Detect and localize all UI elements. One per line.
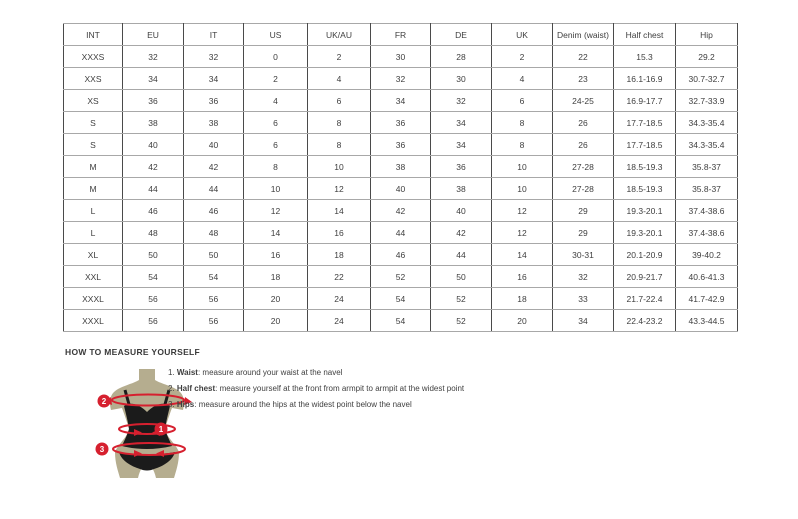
badge-hips-number: 3 — [99, 445, 105, 454]
table-cell: 40 — [431, 200, 492, 222]
table-cell: 4 — [492, 68, 553, 90]
table-cell: 20 — [244, 310, 308, 332]
table-cell: 38 — [431, 178, 492, 200]
table-cell: M — [64, 178, 123, 200]
table-cell: 16 — [492, 266, 553, 288]
table-cell: 27-28 — [553, 178, 614, 200]
table-cell: 40 — [123, 134, 184, 156]
measure-step-label: Hips — [176, 400, 195, 409]
table-cell: 20 — [492, 310, 553, 332]
table-cell: 8 — [244, 156, 308, 178]
table-cell: 43.3-44.5 — [676, 310, 738, 332]
table-cell: 6 — [492, 90, 553, 112]
table-cell: 40 — [371, 178, 431, 200]
table-cell: 19.3-20.1 — [614, 222, 676, 244]
table-cell: 32 — [553, 266, 614, 288]
table-cell: 8 — [308, 112, 371, 134]
column-header: UK — [492, 24, 553, 46]
table-cell: 46 — [371, 244, 431, 266]
table-cell: S — [64, 134, 123, 156]
table-cell: 20 — [244, 288, 308, 310]
table-cell: 42 — [184, 156, 244, 178]
size-chart-table — [63, 23, 738, 332]
table-cell: 32 — [431, 90, 492, 112]
table-row — [64, 266, 738, 288]
table-row — [64, 112, 738, 134]
table-cell: 36 — [184, 90, 244, 112]
table-cell: 54 — [184, 266, 244, 288]
table-cell: 8 — [308, 134, 371, 156]
measure-step — [168, 384, 464, 393]
table-cell: 18 — [308, 244, 371, 266]
table-cell: 24-25 — [553, 90, 614, 112]
table-cell: 20.9-21.7 — [614, 266, 676, 288]
table-cell: 36 — [371, 134, 431, 156]
table-cell: 24 — [308, 288, 371, 310]
table-row — [64, 68, 738, 90]
table-cell: 35.8-37 — [676, 156, 738, 178]
size-chart-body — [64, 46, 738, 332]
table-cell: 44 — [184, 178, 244, 200]
table-cell: 10 — [244, 178, 308, 200]
table-cell: 30 — [431, 68, 492, 90]
table-cell: 52 — [371, 266, 431, 288]
table-cell: 38 — [123, 112, 184, 134]
table-cell: 26 — [553, 134, 614, 156]
table-cell: 12 — [308, 178, 371, 200]
table-cell: 38 — [371, 156, 431, 178]
badge-half-chest-number: 2 — [101, 397, 107, 406]
table-cell: M — [64, 156, 123, 178]
measure-step-text: : measure yourself at the front from armpit to armpit at the widest point — [215, 384, 465, 393]
table-cell: 54 — [371, 310, 431, 332]
table-cell: 33 — [553, 288, 614, 310]
table-cell: 48 — [184, 222, 244, 244]
table-cell: 16 — [308, 222, 371, 244]
column-header: IT — [184, 24, 244, 46]
table-cell: L — [64, 222, 123, 244]
table-cell: 56 — [123, 310, 184, 332]
table-cell: 22 — [308, 266, 371, 288]
table-cell: 6 — [244, 134, 308, 156]
column-header: Denim (waist) — [553, 24, 614, 46]
measure-step — [168, 368, 464, 377]
column-header: EU — [123, 24, 184, 46]
table-cell: 14 — [308, 200, 371, 222]
table-cell: 4 — [308, 68, 371, 90]
measure-steps — [168, 368, 464, 416]
column-header: Hip — [676, 24, 738, 46]
table-cell: S — [64, 112, 123, 134]
column-header: FR — [371, 24, 431, 46]
table-cell: XXXS — [64, 46, 123, 68]
table-cell: 32.7-33.9 — [676, 90, 738, 112]
table-cell: XL — [64, 244, 123, 266]
table-cell: 29 — [553, 222, 614, 244]
table-cell: 46 — [184, 200, 244, 222]
table-cell: 4 — [244, 90, 308, 112]
table-cell: 0 — [244, 46, 308, 68]
table-cell: 34.3-35.4 — [676, 134, 738, 156]
measure-step-label: Waist — [176, 368, 198, 377]
table-cell: 50 — [184, 244, 244, 266]
table-cell: 14 — [492, 244, 553, 266]
table-cell: 16.1-16.9 — [614, 68, 676, 90]
table-cell: 16.9-17.7 — [614, 90, 676, 112]
table-cell: 20.1-20.9 — [614, 244, 676, 266]
table-cell: 50 — [431, 266, 492, 288]
table-row — [64, 156, 738, 178]
table-row — [64, 178, 738, 200]
table-cell: 22 — [553, 46, 614, 68]
table-cell: 16 — [244, 244, 308, 266]
table-row — [64, 288, 738, 310]
table-cell: 30 — [371, 46, 431, 68]
table-cell: 56 — [123, 288, 184, 310]
table-cell: 44 — [431, 244, 492, 266]
table-cell: 34 — [553, 310, 614, 332]
table-cell: 54 — [123, 266, 184, 288]
table-cell: 17.7-18.5 — [614, 112, 676, 134]
table-cell: 42 — [371, 200, 431, 222]
table-row — [64, 310, 738, 332]
table-cell: 34 — [123, 68, 184, 90]
column-header: INT — [64, 24, 123, 46]
table-cell: 52 — [431, 310, 492, 332]
table-cell: 2 — [308, 46, 371, 68]
table-cell: 34 — [184, 68, 244, 90]
measure-step — [168, 400, 464, 409]
table-cell: 56 — [184, 288, 244, 310]
table-cell: L — [64, 200, 123, 222]
table-cell: 56 — [184, 310, 244, 332]
measure-step-text: : measure around the hips at the widest point below the navel — [194, 400, 412, 409]
table-cell: 6 — [308, 90, 371, 112]
table-cell: XS — [64, 90, 123, 112]
table-cell: 44 — [123, 178, 184, 200]
table-cell: 19.3-20.1 — [614, 200, 676, 222]
table-cell: 36 — [371, 112, 431, 134]
badge-waist — [155, 423, 168, 436]
table-cell: 50 — [123, 244, 184, 266]
table-cell: 38 — [184, 112, 244, 134]
table-cell: XXS — [64, 68, 123, 90]
table-cell: 37.4-38.6 — [676, 222, 738, 244]
column-header: DE — [431, 24, 492, 46]
table-cell: 14 — [244, 222, 308, 244]
measure-step-number: 1. — [168, 368, 177, 377]
table-cell: 2 — [492, 46, 553, 68]
table-cell: 8 — [492, 112, 553, 134]
table-cell: 36 — [431, 156, 492, 178]
badge-waist-number: 1 — [158, 425, 164, 434]
column-header: Half chest — [614, 24, 676, 46]
measure-section-title: HOW TO MEASURE YOURSELF — [65, 347, 201, 357]
table-cell: 44 — [371, 222, 431, 244]
table-cell: 48 — [123, 222, 184, 244]
measure-step-text: : measure around your waist at the navel — [197, 368, 343, 377]
table-cell: 54 — [371, 288, 431, 310]
table-cell: 10 — [492, 156, 553, 178]
table-cell: 36 — [123, 90, 184, 112]
table-cell: 32 — [184, 46, 244, 68]
table-row — [64, 200, 738, 222]
table-cell: 12 — [244, 200, 308, 222]
table-cell: 29.2 — [676, 46, 738, 68]
table-cell: 34 — [431, 134, 492, 156]
table-cell: 29 — [553, 200, 614, 222]
table-cell: 30.7-32.7 — [676, 68, 738, 90]
table-cell: XXXL — [64, 310, 123, 332]
table-cell: 17.7-18.5 — [614, 134, 676, 156]
table-row — [64, 90, 738, 112]
table-cell: 40.6-41.3 — [676, 266, 738, 288]
badge-hips — [96, 443, 109, 456]
table-cell: 27-28 — [553, 156, 614, 178]
table-row — [64, 134, 738, 156]
table-cell: 42 — [431, 222, 492, 244]
size-chart-header-row — [64, 24, 738, 46]
table-cell: 18 — [244, 266, 308, 288]
measure-step-number: 3. — [168, 400, 177, 409]
table-cell: 34 — [371, 90, 431, 112]
table-cell: 39-40.2 — [676, 244, 738, 266]
table-cell: 32 — [123, 46, 184, 68]
table-row — [64, 46, 738, 68]
table-row — [64, 244, 738, 266]
table-cell: 28 — [431, 46, 492, 68]
table-row — [64, 222, 738, 244]
table-cell: 2 — [244, 68, 308, 90]
table-cell: 46 — [123, 200, 184, 222]
table-cell: 35.8-37 — [676, 178, 738, 200]
table-cell: 10 — [308, 156, 371, 178]
table-cell: 32 — [371, 68, 431, 90]
table-cell: XXL — [64, 266, 123, 288]
table-cell: 40 — [184, 134, 244, 156]
table-cell: 8 — [492, 134, 553, 156]
table-cell: 42 — [123, 156, 184, 178]
table-cell: 24 — [308, 310, 371, 332]
table-cell: 34.3-35.4 — [676, 112, 738, 134]
table-cell: 18.5-19.3 — [614, 156, 676, 178]
column-header: UK/AU — [308, 24, 371, 46]
table-cell: 12 — [492, 200, 553, 222]
table-cell: 22.4-23.2 — [614, 310, 676, 332]
table-cell: 18 — [492, 288, 553, 310]
table-cell: 37.4-38.6 — [676, 200, 738, 222]
table-cell: 21.7-22.4 — [614, 288, 676, 310]
column-header: US — [244, 24, 308, 46]
table-cell: 10 — [492, 178, 553, 200]
table-cell: 26 — [553, 112, 614, 134]
table-cell: 18.5-19.3 — [614, 178, 676, 200]
table-cell: 34 — [431, 112, 492, 134]
table-cell: 30-31 — [553, 244, 614, 266]
badge-half-chest — [98, 395, 111, 408]
table-cell: 15.3 — [614, 46, 676, 68]
table-cell: 52 — [431, 288, 492, 310]
measure-step-number: 2. — [168, 384, 177, 393]
table-cell: 23 — [553, 68, 614, 90]
table-cell: XXXL — [64, 288, 123, 310]
measure-step-label: Half chest — [176, 384, 216, 393]
table-cell: 6 — [244, 112, 308, 134]
table-cell: 12 — [492, 222, 553, 244]
table-cell: 41.7-42.9 — [676, 288, 738, 310]
